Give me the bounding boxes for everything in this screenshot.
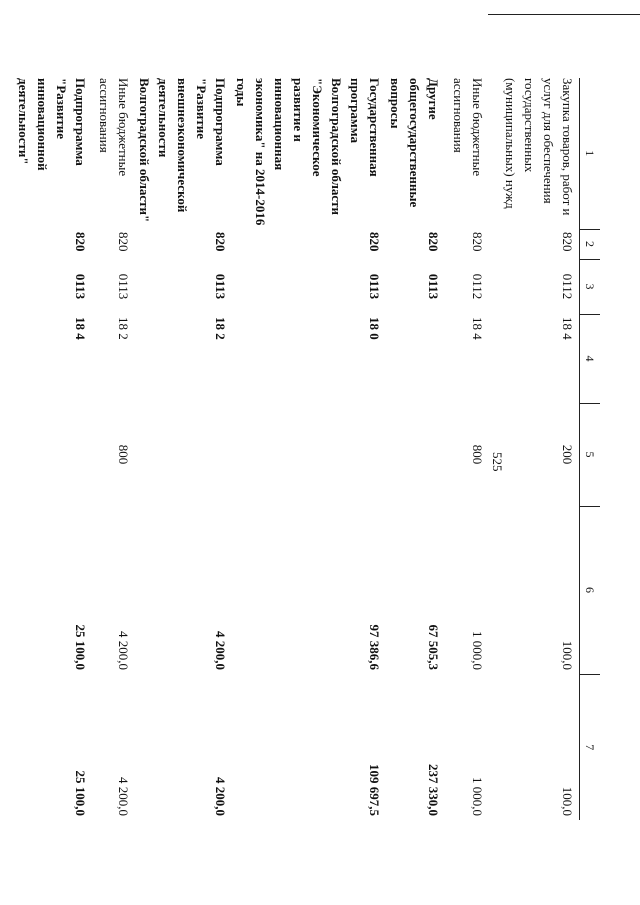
cell-col-4: 18 0 <box>367 317 382 340</box>
rotated-table-container <box>16 78 600 820</box>
cell-col-5 <box>135 403 232 506</box>
header-col-2: 2 <box>580 229 601 259</box>
cell-col-2: 820 <box>560 232 575 252</box>
cell-col-6: 25 100,0 <box>73 624 88 670</box>
table-row <box>445 78 489 820</box>
cell-col-7: 109 697,5 <box>367 764 382 816</box>
cell-col-7: 1 000,0 <box>470 777 485 816</box>
header-col-6: 6 <box>580 506 601 674</box>
row-name: Государственная программа Волгоградской области "Экономическое развитие и инновационная экономика" на 2014-2016 годы <box>234 78 382 226</box>
cell-col-3: 0113 <box>426 273 441 300</box>
page-number: 525 <box>490 452 505 472</box>
cell-col-4: 18 2 <box>213 317 228 340</box>
row-name: Другие общегосударственные вопросы <box>388 78 441 208</box>
cell-col-3: 0113 <box>213 273 228 300</box>
cell-col-2: 820 <box>470 232 485 252</box>
cell-col-2: 820 <box>116 232 131 252</box>
header-col-7: 7 <box>580 674 601 820</box>
cell-col-6: 4 200,0 <box>213 631 228 670</box>
table-row <box>386 78 445 820</box>
cell-col-7: 237 330,0 <box>426 764 441 816</box>
row-name: Иные бюджетные ассигнования <box>97 78 131 177</box>
cell-col-6: 97 386,6 <box>367 624 382 670</box>
cell-col-4: 18 4 <box>73 317 88 340</box>
cell-col-2: 820 <box>73 232 88 252</box>
cell-col-3: 0112 <box>560 273 575 300</box>
cell-col-3: 0113 <box>367 273 382 300</box>
cell-col-6: 67 505,3 <box>426 624 441 670</box>
cell-col-7: 4 200,0 <box>213 777 228 816</box>
cell-col-2: 820 <box>367 232 382 252</box>
table-row <box>489 78 580 820</box>
cell-col-5 <box>386 403 445 506</box>
row-name: Подпрограмма "Развитие внешнеэкономической деятельности Волгоградской области" <box>137 78 228 223</box>
budget-table <box>14 78 600 820</box>
cell-col-5: 200 <box>560 444 575 465</box>
top-right-rule <box>488 14 640 15</box>
row-name: Закупка товаров, работ и услуг для обеспечения государственных (муниципальных) нужд <box>503 78 575 216</box>
cell-col-4 <box>386 314 445 403</box>
row-name: Иные бюджетные ассигнования <box>451 78 485 177</box>
header-col-4: 4 <box>580 314 601 403</box>
header-col-5: 5 <box>580 403 601 506</box>
cell-col-3: 0113 <box>73 273 88 300</box>
cell-col-5: 800 <box>470 444 485 465</box>
cell-col-6: 4 200,0 <box>116 631 131 670</box>
header-col-1: 1 <box>580 78 601 229</box>
table-row <box>14 78 92 820</box>
cell-col-4: 18 4 <box>560 317 575 340</box>
table-header-row <box>580 78 601 820</box>
table-row <box>92 78 135 820</box>
cell-col-4: 18 2 <box>116 317 131 340</box>
cell-col-6: 100,0 <box>560 640 575 670</box>
cell-col-7: 4 200,0 <box>116 777 131 816</box>
header-col-3: 3 <box>580 259 601 314</box>
cell-col-3: 0112 <box>470 273 485 300</box>
cell-col-3: 0113 <box>116 273 131 300</box>
cell-col-7: 25 100,0 <box>73 770 88 816</box>
cell-col-5: 800 <box>116 444 131 465</box>
cell-col-6: 1 000,0 <box>470 631 485 670</box>
cell-col-5 <box>232 403 386 506</box>
row-name: Подпрограмма "Развитие инновационной деятельности" <box>16 78 88 171</box>
table-row <box>232 78 386 820</box>
table-row <box>135 78 232 820</box>
cell-col-2: 820 <box>426 232 441 252</box>
cell-col-7: 100,0 <box>560 786 575 816</box>
cell-col-5 <box>14 403 92 506</box>
cell-col-4: 18 4 <box>470 317 485 340</box>
cell-col-2: 820 <box>213 232 228 252</box>
